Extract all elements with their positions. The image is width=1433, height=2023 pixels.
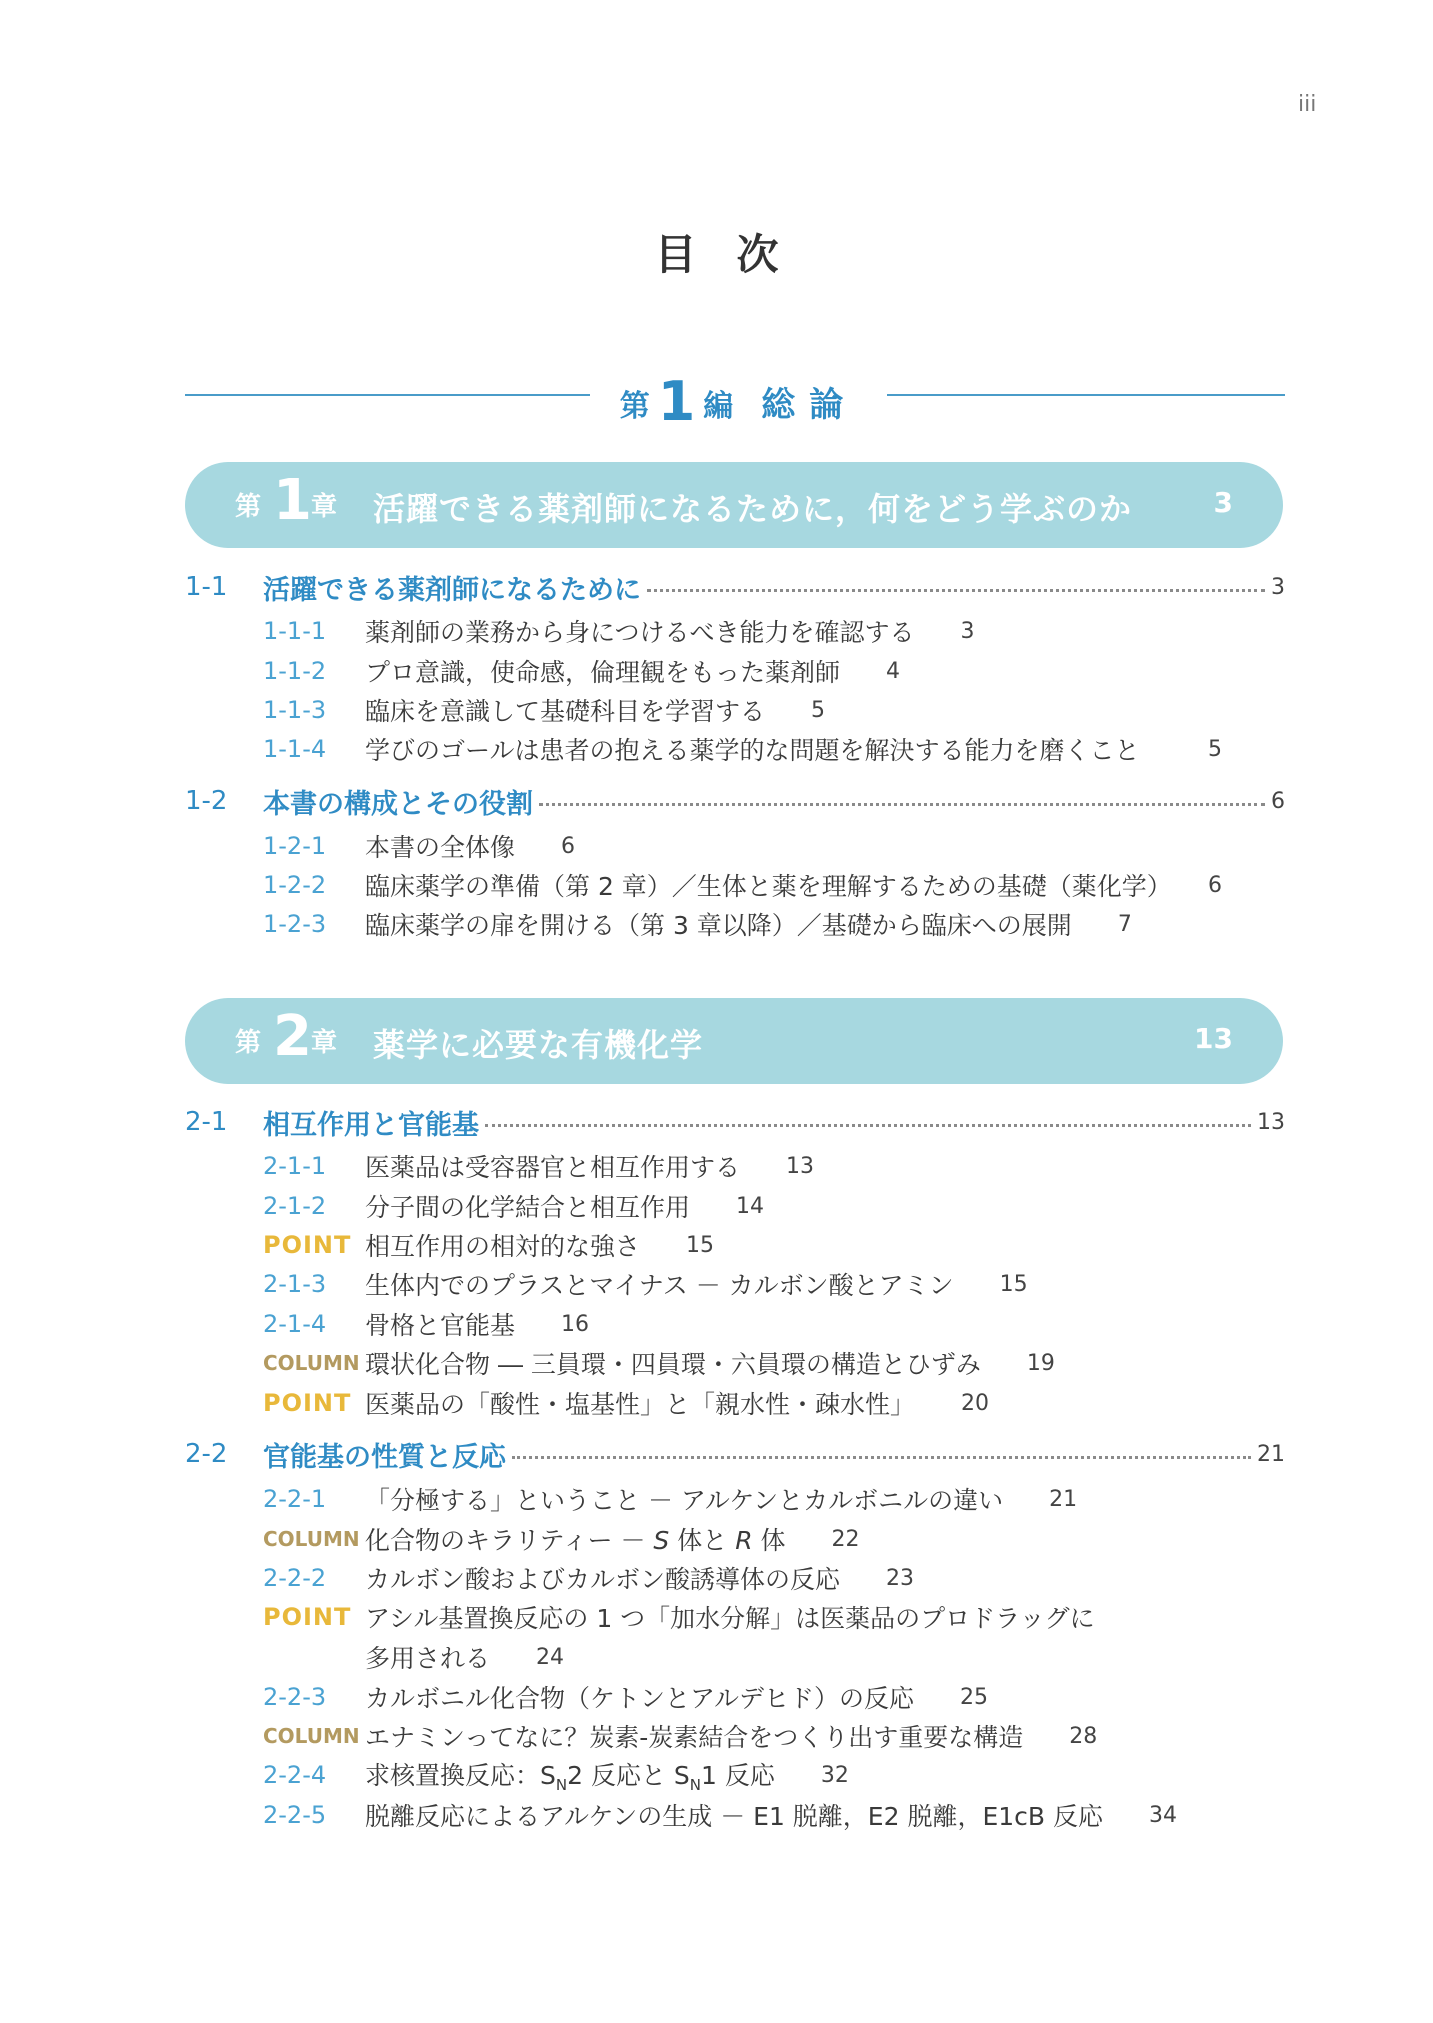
section-number: 2-1: [185, 1107, 228, 1137]
toc-item-2-1-3[interactable]: [263, 1266, 1028, 1302]
item-page: 13: [786, 1153, 815, 1179]
item-number: 2-1-2: [263, 1192, 327, 1220]
section-number: 1-2: [185, 786, 228, 816]
item-title: 医薬品は受容器官と相互作用する: [365, 1153, 741, 1182]
item-title: 本書の全体像: [365, 833, 516, 862]
chapter-page: 3: [1213, 486, 1233, 519]
part-prefix: 第: [619, 389, 650, 424]
item-title: 学びのゴールは患者の抱える薬学的な問題を解決する能力を磨くこと: [365, 736, 1140, 765]
toc-item-2-2-4[interactable]: [263, 1757, 849, 1793]
chapter-page: 13: [1194, 1022, 1233, 1055]
toc-item-2-2-2[interactable]: [263, 1560, 914, 1596]
section-2-2[interactable]: [185, 1434, 1285, 1474]
toc-item-2-1-4[interactable]: [263, 1306, 589, 1342]
section-title: 官能基の性質と反応: [263, 1441, 506, 1473]
item-page: 22: [831, 1526, 860, 1552]
item-page: 28: [1069, 1723, 1098, 1749]
toc-item-1-2-2[interactable]: [263, 867, 1222, 903]
item-title: 医薬品の「酸性・塩基性」と「親水性・疎水性」: [365, 1390, 916, 1419]
chapter-number: 2: [273, 1004, 312, 1069]
item-number: 1-1-1: [263, 617, 327, 645]
item-title: 脱離反応によるアルケンの生成 － E1 脱離，E2 脱離，E1cB 反応: [365, 1802, 1103, 1831]
page-number: iii: [1298, 92, 1317, 117]
item-number: 2-1-1: [263, 1152, 327, 1180]
chapter-2-banner: [185, 998, 1283, 1084]
item-page: 6: [1208, 872, 1222, 898]
item-title: 「分極する」ということ － アルケンとカルボニルの違い: [365, 1486, 1004, 1515]
item-page: 3: [960, 618, 975, 644]
item-page: 5: [1208, 736, 1222, 762]
item-page: 24: [536, 1644, 565, 1670]
item-title: カルボン酸およびカルボン酸誘導体の反応: [365, 1565, 841, 1594]
item-number: 2-2-2: [263, 1564, 327, 1592]
section-title: 本書の構成とその役割: [263, 788, 533, 820]
column-tag: COLUMN: [263, 1351, 360, 1375]
item-number: 2-2-1: [263, 1485, 327, 1513]
part-title: 総論: [761, 385, 858, 425]
item-number: 1-1-3: [263, 696, 327, 724]
section-page: 21: [1257, 1441, 1285, 1467]
item-title: 臨床を意識して基礎科目を学習する: [365, 697, 766, 726]
toc-item-2-2-3[interactable]: [263, 1679, 988, 1715]
section-page: 6: [1271, 788, 1285, 814]
item-page: 7: [1117, 911, 1132, 937]
part-rule-left: [185, 394, 590, 396]
chapter-prefix: 第: [235, 492, 262, 522]
item-title: 化合物のキラリティー － S 体と R 体: [365, 1526, 786, 1555]
column-tag: COLUMN: [263, 1724, 360, 1748]
item-title: 生体内でのプラスとマイナス － カルボン酸とアミン: [365, 1271, 954, 1300]
section-number: 1-1: [185, 572, 228, 602]
item-title: プロ意識，使命感，倫理観をもった薬剤師: [365, 658, 841, 687]
item-page: 5: [811, 697, 826, 723]
item-number: 2-2-5: [263, 1801, 327, 1829]
toc-item-1-1-1[interactable]: [263, 613, 975, 649]
chapter-suffix: 章: [311, 1028, 338, 1058]
chapter-prefix: 第: [235, 1028, 262, 1058]
toc-item-column-2-2-a[interactable]: [263, 1521, 860, 1557]
section-number: 2-2: [185, 1439, 228, 1469]
section-page: 13: [1257, 1109, 1285, 1135]
item-title: 臨床薬学の準備（第 2 章）／生体と薬を理解するための基礎（薬化学）: [365, 872, 1172, 901]
part-heading: [185, 366, 1285, 433]
toc-item-1-2-3[interactable]: [263, 906, 1132, 942]
item-title: 多用される: [365, 1644, 491, 1673]
toc-item-1-2-1[interactable]: [263, 828, 575, 864]
point-tag: POINT: [263, 1603, 352, 1631]
chapter-suffix: 章: [311, 492, 338, 522]
toc-item-point-2-1-b[interactable]: [263, 1385, 989, 1421]
item-number: 2-1-4: [263, 1310, 327, 1338]
item-title: アシル基置換反応の 1 つ「加水分解」は医薬品のプロドラッグに: [365, 1604, 1095, 1633]
item-number: 1-2-3: [263, 910, 327, 938]
point-tag: POINT: [263, 1231, 352, 1259]
item-page: 21: [1049, 1486, 1078, 1512]
item-page: 23: [886, 1565, 915, 1591]
section-1-2[interactable]: [185, 781, 1285, 821]
item-page: 15: [686, 1232, 715, 1258]
item-page: 25: [960, 1684, 989, 1710]
item-number: 2-2-3: [263, 1683, 327, 1711]
leader-dots: [647, 589, 1265, 592]
item-title: 臨床薬学の扉を開ける（第 3 章以降）／基礎から臨床への展開: [365, 911, 1072, 940]
item-page: 19: [1026, 1350, 1055, 1376]
toc-item-1-1-3[interactable]: [263, 692, 825, 728]
section-1-1[interactable]: [185, 567, 1285, 607]
item-title: 環状化合物 ― 三員環・四員環・六員環の構造とひずみ: [365, 1350, 981, 1379]
section-title: 活躍できる薬剤師になるために: [263, 574, 641, 606]
toc-item-2-1-1[interactable]: [263, 1148, 814, 1184]
part-label: [590, 366, 887, 433]
item-page: 6: [561, 833, 576, 859]
toc-item-2-1-2[interactable]: [263, 1188, 764, 1224]
item-number: 1-1-2: [263, 657, 327, 685]
chapter-title: 活躍できる薬剤師になるために，何をどう学ぶのか: [373, 490, 1133, 528]
toc-item-1-1-4[interactable]: [263, 731, 1222, 767]
page-title: 目次: [654, 230, 819, 279]
section-page: 3: [1271, 574, 1285, 600]
item-number: 2-1-3: [263, 1270, 327, 1298]
item-title: エナミンってなに？炭素-炭素結合をつくり出す重要な構造: [365, 1723, 1024, 1752]
item-title: カルボニル化合物（ケトンとアルデヒド）の反応: [365, 1684, 915, 1713]
toc-item-column-2-1-a[interactable]: [263, 1345, 1055, 1381]
item-title: 骨格と官能基: [365, 1311, 516, 1340]
item-title: 薬剤師の業務から身につけるべき能力を確認する: [365, 618, 915, 647]
item-page: 32: [820, 1762, 849, 1788]
item-page: 15: [999, 1271, 1028, 1297]
leader-dots: [539, 803, 1265, 806]
item-page: 4: [886, 658, 901, 684]
item-page: 16: [561, 1311, 590, 1337]
item-page: 14: [736, 1193, 765, 1219]
chapter-1-banner: [185, 462, 1283, 548]
item-page: 20: [961, 1390, 990, 1416]
chapter-title: 薬学に必要な有機化学: [373, 1026, 704, 1064]
part-rule-right: [887, 394, 1285, 396]
leader-dots: [485, 1124, 1251, 1127]
toc-item-point-2-1-a[interactable]: [263, 1227, 714, 1263]
toc-item-column-2-2-b[interactable]: [263, 1718, 1097, 1754]
item-number: 1-2-2: [263, 871, 327, 899]
point-tag: POINT: [263, 1389, 352, 1417]
item-number: 1-1-4: [263, 735, 327, 763]
section-2-1[interactable]: [185, 1102, 1285, 1142]
toc-item-2-2-1[interactable]: [263, 1481, 1077, 1517]
part-number: 1: [657, 370, 696, 433]
section-title: 相互作用と官能基: [263, 1109, 479, 1141]
part-suffix: 編: [703, 389, 734, 424]
item-title: 相互作用の相対的な強さ: [365, 1232, 641, 1261]
toc-item-point-2-2-a[interactable]: [263, 1599, 1095, 1635]
leader-dots: [512, 1456, 1251, 1459]
toc-item-point-2-2-a-cont[interactable]: [263, 1639, 564, 1675]
item-page: 34: [1149, 1802, 1177, 1828]
column-tag: COLUMN: [263, 1527, 360, 1551]
toc-item-2-2-5[interactable]: [263, 1797, 1177, 1833]
item-number: 2-2-4: [263, 1761, 327, 1789]
item-number: 1-2-1: [263, 832, 327, 860]
item-title: 分子間の化学結合と相互作用: [365, 1193, 691, 1222]
toc-item-1-1-2[interactable]: [263, 653, 900, 689]
chapter-number: 1: [273, 468, 312, 533]
item-title: 求核置換反応：$S_N2$ 反応と $S_N1$ 反応: [365, 1761, 775, 1794]
